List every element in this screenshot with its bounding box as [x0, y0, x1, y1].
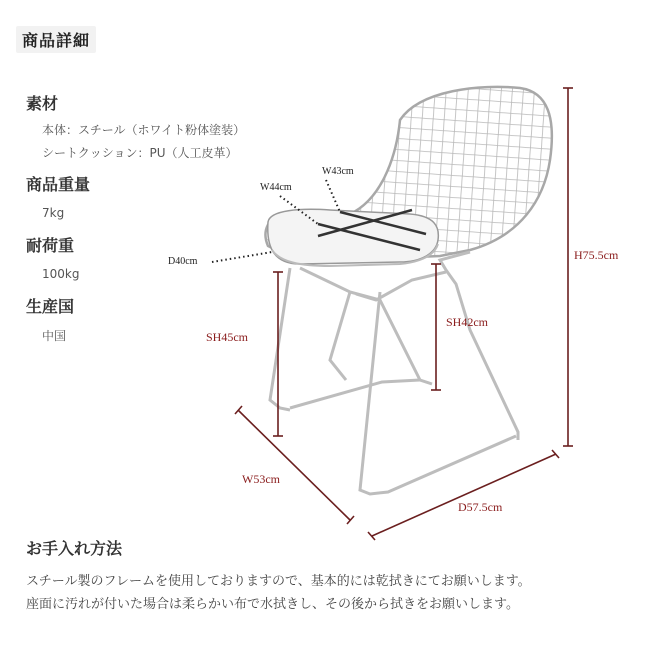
- load-heading: 耐荷重: [26, 236, 75, 255]
- dim-d57-label: D57.5cm: [458, 500, 503, 514]
- weight-heading: 商品重量: [26, 175, 91, 194]
- origin-value: 中国: [42, 329, 67, 343]
- base-dimension-lines: [235, 406, 559, 540]
- dim-w43-label: W43cm: [322, 166, 354, 177]
- care-heading: お手入れ方法: [26, 539, 123, 558]
- dim-h75-label: H75.5cm: [574, 248, 619, 262]
- weight-value: 7kg: [42, 206, 65, 220]
- care-line-2: 座面に汚れが付いた場合は柔らかい布で水拭きし、その後から拭きをお願いします。: [26, 597, 519, 612]
- material-cushion-value: シートクッション：PU（人工皮革）: [42, 146, 238, 160]
- material-heading: 素材: [26, 94, 59, 113]
- chair-legs: [270, 252, 518, 494]
- dim-w44-label: W44cm: [260, 182, 292, 193]
- dim-d40-label: D40cm: [168, 256, 198, 267]
- origin-heading: 生産国: [26, 297, 75, 316]
- dim-w53-label: W53cm: [242, 472, 280, 486]
- dim-sh45-label: SH45cm: [206, 330, 248, 344]
- load-value: 100kg: [42, 267, 80, 281]
- care-line-1: スチール製のフレームを使用しておりますので、基本的には乾拭きにてお願いします。: [26, 574, 531, 589]
- dim-sh42-label: SH42cm: [446, 315, 488, 329]
- seat-cushion: [268, 209, 439, 266]
- material-body-value: 本体：スチール（ホワイト粉体塗装）: [42, 123, 246, 137]
- page-title: 商品詳細: [16, 26, 96, 53]
